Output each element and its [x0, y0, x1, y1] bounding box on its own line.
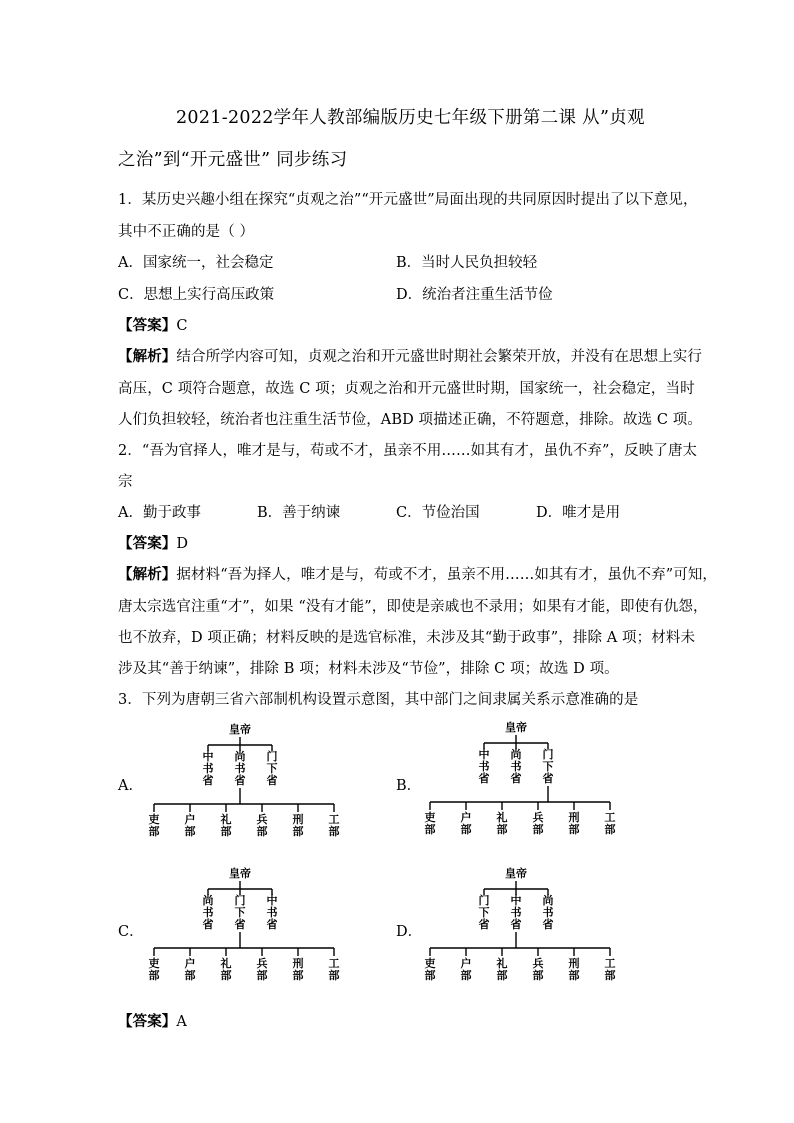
ministry-label — [461, 810, 472, 836]
svg-text:部: 部 — [424, 969, 436, 982]
svg-text:户: 户 — [184, 813, 196, 826]
q2-answer — [118, 532, 188, 553]
province-label — [543, 747, 554, 785]
svg-text:省: 省 — [478, 918, 490, 931]
svg-text:下: 下 — [542, 760, 554, 773]
svg-text:部: 部 — [256, 969, 268, 982]
ministry-label — [293, 812, 304, 838]
svg-text:部: 部 — [220, 969, 232, 982]
q3-diagram-d-svg — [424, 864, 624, 990]
svg-text:省: 省 — [510, 772, 522, 785]
svg-text:书: 书 — [542, 906, 554, 919]
svg-text:省: 省 — [202, 918, 214, 931]
svg-text:门: 门 — [266, 750, 278, 763]
svg-text:部: 部 — [220, 825, 232, 838]
svg-text:省: 省 — [266, 918, 278, 931]
svg-text:部: 部 — [184, 969, 196, 982]
q2-analysis-line3: 也不放弃，D 项正确；材料反映的是选官标准，未涉及其“勤于政事”，排除 A 项；材料未 — [118, 630, 696, 646]
ministry-label — [425, 810, 436, 836]
svg-text:尚: 尚 — [234, 750, 246, 763]
svg-text:下: 下 — [478, 906, 490, 919]
analysis-tag: 【解析】 — [118, 566, 177, 583]
ministry-label — [220, 812, 232, 838]
svg-text:尚: 尚 — [542, 894, 554, 907]
svg-text:省: 省 — [542, 772, 554, 785]
svg-text:刑: 刑 — [292, 813, 304, 826]
q1-analysis-line1 — [118, 345, 702, 366]
ministry-label — [605, 957, 616, 982]
svg-text:部: 部 — [496, 823, 508, 836]
svg-text:中: 中 — [202, 750, 214, 763]
province-label — [267, 749, 278, 787]
answer-tag: 【答案】 — [118, 1013, 177, 1030]
svg-text:部: 部 — [532, 823, 544, 836]
svg-text:门: 门 — [478, 894, 490, 907]
q2-option-a: A．勤于政事 — [118, 505, 201, 521]
svg-text:部: 部 — [424, 823, 436, 836]
svg-text:部: 部 — [292, 825, 304, 838]
svg-text:下: 下 — [234, 906, 246, 919]
province-label — [235, 893, 246, 931]
q2-analysis-line4: 涉及其“善于纳谏”，排除 B 项；材料未涉及“节俭”，排除 C 项；故选 D 项。 — [118, 661, 619, 677]
province-label — [479, 747, 490, 785]
svg-text:书: 书 — [510, 906, 522, 919]
svg-text:户: 户 — [460, 957, 472, 970]
q1-option-d: D．统治者注重生活节俭 — [396, 287, 553, 303]
q2-option-d: D．唯才是用 — [536, 505, 621, 521]
province-label — [267, 893, 278, 931]
q3-diagram-c-svg — [148, 864, 348, 990]
q1-analysis-line3: 人们负担较轻，统治者也注重生活节俭，ABD 项描述正确，不符题意，排除。故选 C 项。 — [118, 412, 702, 428]
svg-text:中: 中 — [510, 894, 522, 907]
svg-text:部: 部 — [328, 969, 340, 982]
svg-text:省: 省 — [234, 774, 246, 787]
ministry-label — [149, 956, 160, 982]
q1-option-b: B．当时人民负担较轻 — [396, 255, 538, 271]
q3-diagram-a — [148, 720, 348, 850]
svg-text:书: 书 — [510, 760, 522, 773]
ministry-label — [461, 956, 472, 982]
svg-text:中: 中 — [266, 894, 278, 907]
svg-text:尚: 尚 — [510, 748, 522, 761]
svg-text:刑: 刑 — [292, 957, 304, 970]
province-label — [203, 893, 214, 931]
q3-diagram-a-svg — [148, 720, 348, 846]
q2-analysis-line1 — [118, 563, 717, 584]
svg-text:刑: 刑 — [568, 811, 580, 824]
q3-diagram-a-label: A． — [118, 778, 143, 794]
svg-text:礼: 礼 — [220, 957, 232, 970]
q3-diagram-b-svg — [424, 718, 624, 844]
svg-text:部: 部 — [604, 823, 616, 836]
svg-text:书: 书 — [202, 906, 214, 919]
svg-text:下: 下 — [266, 762, 278, 775]
svg-text:部: 部 — [460, 969, 472, 982]
province-label — [203, 749, 214, 787]
document-title-line1: 2021-2022学年人教部编版历史七年级下册第二课 从”贞观 — [176, 108, 645, 128]
answer-value: D — [176, 536, 189, 552]
q2-stem-line1: 2．“吾为官择人，唯才是与，苟或不才，虽亲不用……如其有才，虽仇不弃”，反映了唐太 — [118, 443, 698, 459]
province-label — [511, 747, 522, 785]
svg-text:兵: 兵 — [532, 811, 544, 824]
svg-text:刑: 刑 — [568, 957, 580, 970]
q3-diagram-d-label: D． — [396, 924, 423, 940]
province-label — [543, 893, 554, 931]
svg-text:部: 部 — [532, 969, 544, 982]
q3-diagram-b — [424, 718, 624, 848]
svg-text:户: 户 — [460, 811, 472, 824]
ministry-label — [496, 956, 508, 982]
svg-text:部: 部 — [292, 969, 304, 982]
emperor-label: 皇帝 — [229, 723, 251, 736]
svg-text:工: 工 — [604, 811, 616, 824]
svg-text:省: 省 — [510, 918, 522, 931]
ministry-label — [329, 957, 340, 982]
svg-text:部: 部 — [256, 825, 268, 838]
svg-text:兵: 兵 — [256, 813, 268, 826]
svg-text:礼: 礼 — [220, 813, 232, 826]
q3-diagram-b-label: B． — [396, 778, 422, 794]
ministry-label — [533, 810, 544, 836]
svg-text:礼: 礼 — [496, 811, 508, 824]
q1-option-a: A．国家统一，社会稳定 — [118, 255, 274, 271]
svg-text:书: 书 — [202, 762, 214, 775]
svg-text:尚: 尚 — [202, 894, 214, 907]
answer-value: A — [176, 1014, 187, 1030]
q3-stem: 3．下列为唐朝三省六部制机构设置示意图，其中部门之间隶属关系示意准确的是 — [118, 692, 639, 708]
q3-diagram-c-label: C． — [118, 924, 144, 940]
answer-tag: 【答案】 — [118, 317, 177, 334]
svg-text:部: 部 — [568, 969, 580, 982]
emperor-label: 皇帝 — [505, 867, 527, 880]
ministry-label — [605, 811, 616, 836]
document-title-line2: 之治”到“开元盛世” 同步练习 — [118, 150, 348, 170]
svg-text:吏: 吏 — [148, 813, 160, 826]
svg-text:书: 书 — [234, 762, 246, 775]
svg-text:吏: 吏 — [148, 957, 160, 970]
analysis-text: 结合所学内容可知，贞观之治和开元盛世时期社会繁荣开放，并没有在思想上实行 — [176, 349, 703, 365]
emperor-label: 皇帝 — [505, 721, 527, 734]
svg-text:部: 部 — [568, 823, 580, 836]
svg-text:吏: 吏 — [424, 811, 436, 824]
ministry-label — [185, 956, 196, 982]
q1-stem-line1: 1．某历史兴趣小组在探究“贞观之治”“开元盛世”局面出现的共同原因时提出了以下意见， — [118, 192, 698, 208]
svg-text:户: 户 — [184, 957, 196, 970]
svg-text:省: 省 — [202, 774, 214, 787]
province-label — [511, 893, 522, 931]
svg-text:部: 部 — [496, 969, 508, 982]
svg-text:省: 省 — [542, 918, 554, 931]
ministry-label — [569, 810, 580, 836]
ministry-label — [257, 956, 268, 982]
ministry-label — [425, 956, 436, 982]
svg-text:工: 工 — [328, 957, 340, 970]
ministry-label — [329, 813, 340, 838]
q3-answer — [118, 1010, 187, 1031]
q2-analysis-line2: 唐太宗选官注重“才”，如果 “没有才能”，即使是亲戚也不录用；如果有才能，即使有仇怨， — [118, 599, 708, 615]
svg-text:兵: 兵 — [256, 957, 268, 970]
svg-text:门: 门 — [542, 748, 554, 761]
svg-text:书: 书 — [478, 760, 490, 773]
answer-value: C — [176, 318, 188, 334]
svg-text:门: 门 — [234, 894, 246, 907]
svg-text:书: 书 — [266, 906, 278, 919]
ministry-label — [220, 956, 232, 982]
svg-text:工: 工 — [328, 813, 340, 826]
svg-text:部: 部 — [604, 969, 616, 982]
ministry-label — [185, 812, 196, 838]
svg-text:部: 部 — [328, 825, 340, 838]
q2-option-b: B．善于纳谏 — [257, 505, 341, 521]
emperor-label: 皇帝 — [229, 867, 251, 880]
ministry-label — [569, 956, 580, 982]
svg-text:省: 省 — [478, 772, 490, 785]
province-label — [479, 893, 490, 931]
ministry-label — [496, 810, 508, 836]
svg-text:部: 部 — [184, 825, 196, 838]
svg-text:省: 省 — [266, 774, 278, 787]
svg-text:吏: 吏 — [424, 957, 436, 970]
ministry-label — [149, 812, 160, 838]
q1-answer — [118, 314, 188, 335]
svg-text:中: 中 — [478, 748, 490, 761]
q3-diagram-c — [148, 864, 348, 994]
q3-diagram-d — [424, 864, 624, 994]
ministry-label — [293, 956, 304, 982]
analysis-tag: 【解析】 — [118, 348, 177, 365]
ministry-label — [257, 812, 268, 838]
province-label — [235, 749, 246, 787]
svg-text:部: 部 — [148, 825, 160, 838]
q2-stem-line2: 宗 — [118, 474, 133, 490]
analysis-text: 据材料“吾为择人，唯才是与，苟或不才，虽亲不用……如其有才，虽仇不弃”可知， — [176, 567, 718, 583]
svg-text:礼: 礼 — [496, 957, 508, 970]
svg-text:部: 部 — [460, 823, 472, 836]
q1-option-c: C．思想上实行高压政策 — [118, 287, 275, 303]
svg-text:兵: 兵 — [532, 957, 544, 970]
svg-text:省: 省 — [234, 918, 246, 931]
ministry-label — [533, 956, 544, 982]
svg-text:部: 部 — [148, 969, 160, 982]
svg-text:工: 工 — [604, 957, 616, 970]
answer-tag: 【答案】 — [118, 535, 177, 552]
q1-analysis-line2: 高压，C 项符合题意，故选 C 项；贞观之治和开元盛世时期，国家统一，社会稳定，当时 — [118, 381, 695, 397]
q2-option-c: C．节俭治国 — [396, 505, 480, 521]
q1-stem-line2: 其中不正确的是（ ） — [118, 224, 255, 240]
